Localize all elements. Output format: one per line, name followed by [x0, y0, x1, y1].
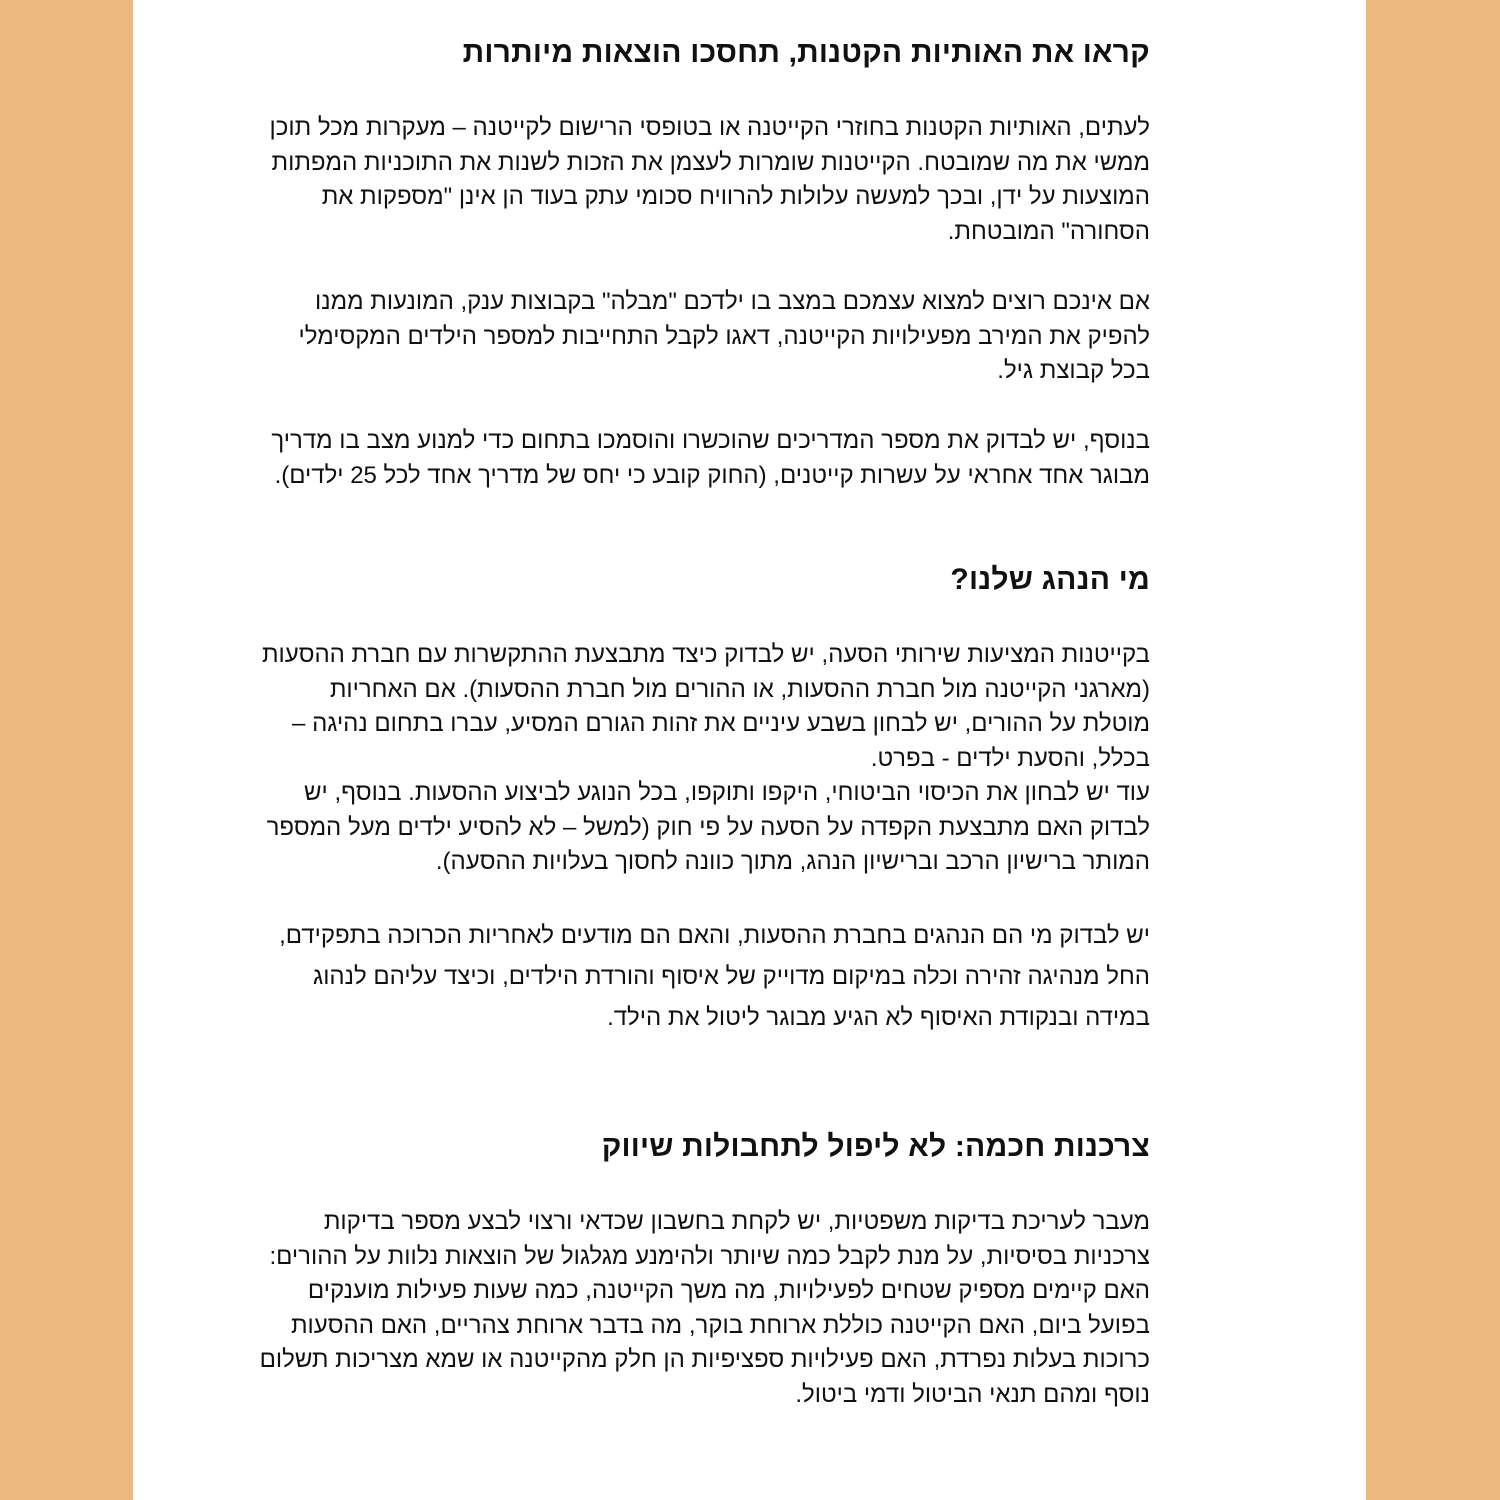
paragraph	[262, 638, 1150, 880]
text-line: מוטלת על ההורים, יש לבחון בשבע עיניים את זהות הגורם המסיע, עברו בתחום נהיגה –	[292, 710, 1150, 737]
paragraph	[270, 111, 1150, 249]
section-heading-smart-consumer: צרכנות חכמה: לא ליפול לתחבולות שיווק	[601, 1130, 1150, 1163]
text-line: בנוסף, יש לבדוק את מספר המדריכים שהוכשרו והוסמכו בתחום כדי למנוע מצב בו מדריך	[271, 427, 1150, 454]
document-page	[133, 0, 1366, 1500]
text-line: נוסף ומהם תנאי הביטול ודמי ביטול.	[795, 1380, 1150, 1408]
text-line: צרכניות בסיסיות, על מנת לקבל כמה שיותר ולהימנע מגלגול של הוצאות נלוות על ההורים:	[269, 1242, 1150, 1270]
text-line: אם אינכם רוצים למצוא עצמכם במצב בו ילדכם "מבלה" בקבוצות ענק, המונעות ממנו	[315, 288, 1150, 315]
text-line: לעתים, האותיות הקטנות בחוזרי הקייטנה או בטופסי הרישום לקייטנה – מעקרות מכל תוכן	[269, 114, 1150, 141]
text-line: בכלל, והסעת ילדים - בפרט.	[870, 744, 1150, 772]
text-line: מבוגר אחד אחראי על עשרות קייטנים, (החוק קובע כי יחס של מדריך אחד לכל 25 ילדים).	[274, 461, 1150, 489]
text-line: החל מנהיגה זהירה וכלה במיקום מדוייק של איסוף והורדת הילדים, וכיצד עליהם לנהוג	[313, 963, 1150, 990]
paragraph	[299, 285, 1150, 389]
text-line: מעבר לעריכת בדיקות משפטיות, יש לקחת בחשבון שכדאי ורצוי לבצע מספר בדיקות	[323, 1208, 1150, 1235]
section-heading-driver: מי הנהג שלנו?	[950, 563, 1150, 596]
section-heading-small-print: קראו את האותיות הקטנות, תחסכו הוצאות מיותרות	[462, 36, 1150, 69]
text-line: האם קיימים מספיק שטחים לפעילויות, מה משך הקייטנה, כמה שעות פעילות מוענקים	[307, 1277, 1150, 1304]
text-line: הסחורה" המובטחת.	[947, 217, 1150, 245]
text-line: המוצעות על ידן, ובכך למעשה עלולות להרוויח סכומי עתק בעוד הן אינן "מספקות את	[321, 183, 1150, 210]
text-line: להפיק את המירב מפעילויות הקייטנה, דאגו לקבל התחייבות למספר הילדים המקסימלי	[298, 322, 1150, 350]
text-line: בפועל ביום, האם הקייטנה כוללת ארוחת בוקר, מה בדבר ארוחת צהריים, האם ההסעות	[290, 1311, 1150, 1339]
text-line: עוד יש לבחון את הכיסוי הביטוחי, היקפו ותוקפו, בכל הנוגע לביצוע ההסעות. בנוסף, יש	[304, 779, 1150, 806]
text-line: במידה ובנקודת האיסוף לא הגיע מבוגר ליטול את הילד.	[607, 1004, 1150, 1031]
text-line: בכל קבוצת גיל.	[997, 357, 1150, 384]
paragraph	[260, 1205, 1150, 1412]
paragraph	[271, 424, 1150, 493]
text-line: ממשי את מה שמובטח. הקייטנות שומרות לעצמן את הזכות לשנות את התוכניות המפתות	[271, 148, 1150, 176]
text-line: (מארגני הקייטנה מול חברת ההסעות, או ההורים מול חברת ההסעות). אם האחריות	[329, 675, 1150, 703]
text-line: כרוכות בעלות נפרדת, האם פעילויות ספציפיות הן חלק מהקייטנה או שמא מצריכות תשלום	[259, 1346, 1150, 1373]
text-line: בקייטנות המציעות שירותי הסעה, יש לבדוק כיצד מתבצעת ההתקשרות עם חברת ההסעות	[261, 641, 1150, 668]
text-line: לבדוק האם מתבצעת הקפדה על הסעה על פי חוק (למשל – לא להסיע ילדים מעל המספר	[266, 813, 1150, 841]
text-line: יש לבדוק מי הם הנהגים בחברת ההסעות, והאם הם מודעים לאחריות הכרוכה בתפקידם,	[279, 922, 1150, 949]
text-line: המותר ברישיון הרכב וברישיון הנהג, מתוך כוונה לחסוך בעלויות ההסעה).	[435, 848, 1150, 875]
paragraph	[279, 915, 1150, 1038]
